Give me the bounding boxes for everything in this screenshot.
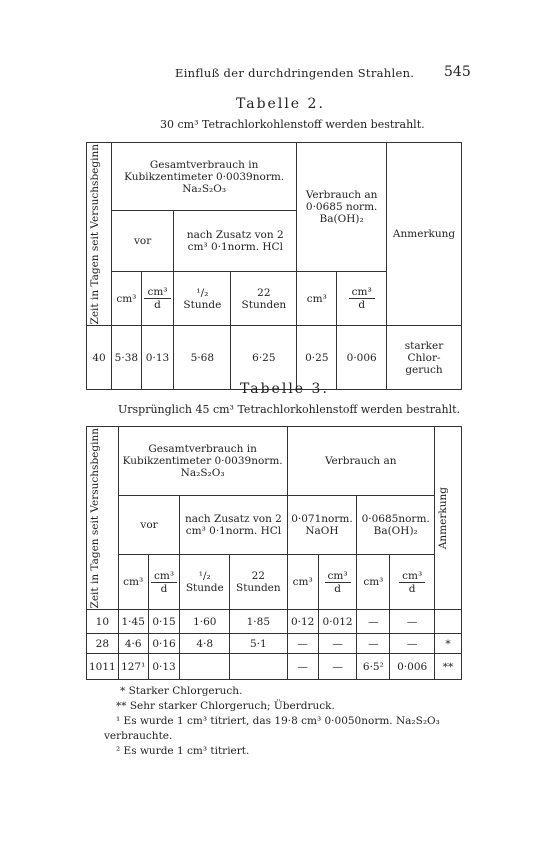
table2-sub-cm3-2: cm³ [297, 271, 337, 326]
table-row: 28 4·6 0·16 4·8 5·1 — — — — * [87, 634, 462, 654]
table3-nach-header: nach Zusatz von 2 cm³ 0·1norm. HCl [180, 496, 287, 554]
running-head: Einfluß der durchdringenden Strahlen. [175, 66, 415, 80]
table2-vor-header: vor [112, 211, 174, 271]
table3-sub-cm3d-2: cm³ d [318, 554, 357, 610]
footnote: ¹ Es wurde 1 cm³ titriert, das 19·8 cm³ 0·0050norm. Na₂S₂O₃ [116, 715, 440, 727]
page-number: 545 [444, 64, 471, 80]
table3-vor-header: vor [118, 496, 180, 554]
table3-gesamt-header: Gesamtverbrauch in Kubikzentimeter 0·0039norm. Na₂S₂O₃ [118, 427, 287, 496]
table3-sub-22: 22 Stunden [230, 554, 287, 610]
table2-anmerkung-header: Anmerkung [387, 143, 462, 326]
table2-title: Tabelle 2. [236, 96, 325, 112]
table-row: 1011 127¹ 0·13 — — 6·5² 0·006 ** [87, 654, 462, 680]
table2-gesamt-header: Gesamtverbrauch in Kubikzentimeter 0·0039norm. Na₂S₂O₃ [112, 143, 297, 211]
table2-verbrauch-header: Verbrauch an 0·0685 norm. Ba(OH)₂ [297, 143, 387, 272]
table3-sub-cm3d: cm³ d [148, 554, 180, 610]
footnote: verbrauchte. [104, 730, 173, 742]
table2-sub-cm3d-2: cm³ d [337, 271, 387, 326]
table3-naoh-header: 0·071norm. NaOH [287, 496, 357, 554]
table-row: 40 5·38 0·13 5·68 6·25 0·25 0·006 starker Chlor-geruch [87, 326, 462, 390]
table2-sub-cm3d: cm³ d [141, 271, 174, 326]
table3-verbrauch-header: Verbrauch an [287, 427, 434, 496]
table3-sub-cm3-3: cm³ [357, 554, 390, 610]
table3-title: Tabelle 3. [240, 381, 329, 397]
table3-sub-half: ¹/₂ Stunde [180, 554, 230, 610]
table3-sub-cm3-2: cm³ [287, 554, 318, 610]
table3-sub-cm3: cm³ [118, 554, 148, 610]
table3-baoh-header: 0·0685norm. Ba(OH)₂ [357, 496, 435, 554]
table3-anmerkung-header: Anmerkung [435, 427, 462, 610]
table3-notes [104, 684, 440, 759]
table2-sub-half: ¹/₂ Stunde [174, 271, 231, 326]
table2-nach-header: nach Zusatz von 2 cm³ 0·1norm. HCl [174, 211, 297, 271]
table-row: 10 1·45 0·15 1·60 1·85 0·12 0·012 — — [87, 610, 462, 634]
table3-caption: Ursprünglich 45 cm³ Tetrachlorkohlenstoff werden bestrahlt. [118, 403, 461, 416]
footnote: ** Sehr starker Chlorgeruch; Überdruck. [116, 700, 335, 712]
table3-sub-cm3d-3: cm³ d [390, 554, 435, 610]
table2-time-header: Zeit in Tagen seit Versuchsbeginn [87, 143, 112, 326]
footnote: ² Es wurde 1 cm³ titriert. [116, 745, 250, 757]
table2 [86, 142, 462, 390]
table2-caption: 30 cm³ Tetrachlorkohlenstoff werden bestrahlt. [160, 118, 425, 131]
footnote: * Starker Chlorgeruch. [120, 685, 243, 697]
table3-time-header: Zeit in Tagen seit Versuchsbeginn [87, 427, 119, 610]
table2-sub-cm3: cm³ [112, 271, 142, 326]
table2-sub-22: 22 Stunden [231, 271, 297, 326]
table3 [86, 426, 462, 680]
